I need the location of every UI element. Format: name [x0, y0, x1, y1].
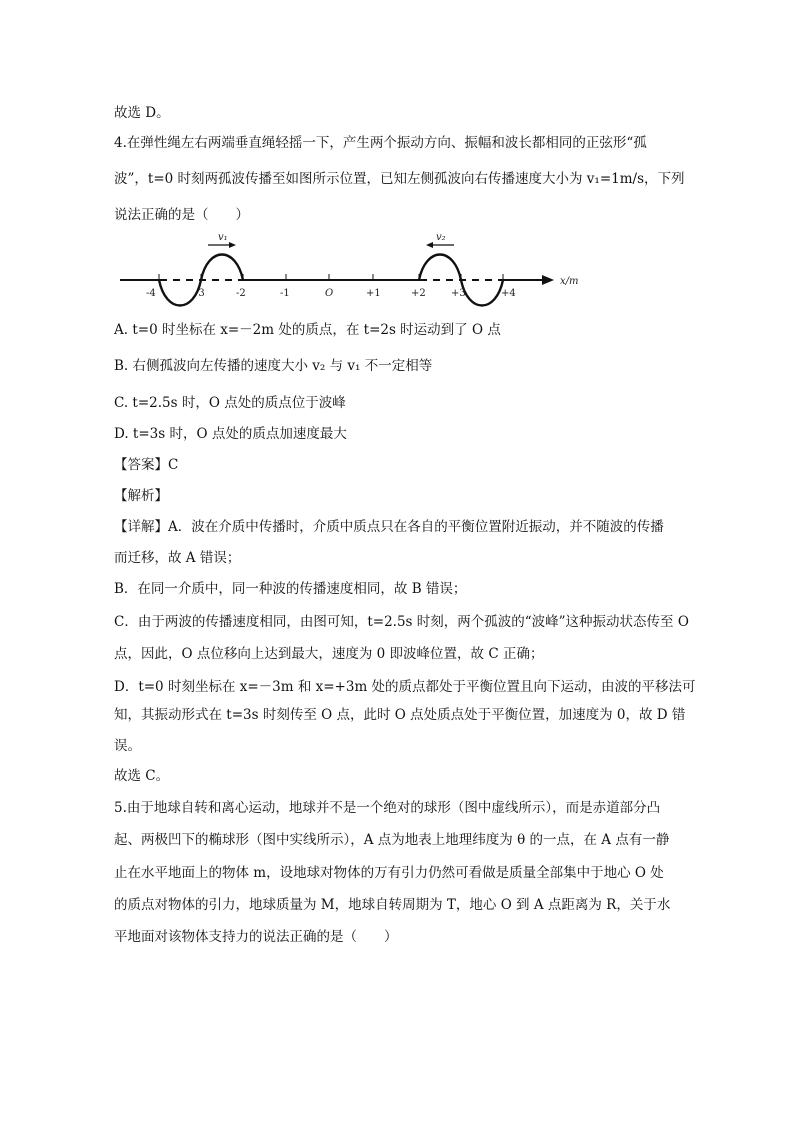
tick-label: -4	[146, 288, 156, 299]
question-4-line-3: 说法正确的是（ ）	[114, 207, 249, 223]
question-4-line-1: 4.在弹性绳左右两端垂直绳轻摇一下，产生两个振动方向、振幅和波长都相同的正弦形“孤	[114, 135, 647, 151]
explanation-line: 误。	[114, 738, 141, 754]
tick-label: +1	[366, 288, 381, 299]
v2-arrowhead-icon	[426, 242, 433, 248]
answer-line: 【答案】C	[114, 457, 179, 473]
v1-label: v₁	[218, 232, 228, 243]
question-5-line-4: 的质点对物体的引力，地球质量为 M，地球自转周期为 T，地心 O 到 A 点距离为 R，关于水	[114, 897, 671, 913]
tick-label: +4	[501, 288, 516, 299]
option-d: D. t=3s 时，O 点处的质点加速度最大	[114, 426, 347, 442]
question-5-line-2: 起、两极凹下的椭球形（图中实线所示），A 点为地表上地理纬度为 θ 的一点，在 A 点有一静	[114, 832, 670, 848]
text-line: 故选 D。	[114, 105, 170, 121]
explanation-line: B．在同一介质中，同一种波的传播速度相同，故 B 错误；	[114, 581, 467, 597]
tick-label: +3	[451, 288, 466, 299]
explanation-line: D．t=0 时刻坐标在 x=－3m 和 x=+3m 处的质点都处于平衡位置且向下运动，由波的平移法可	[114, 679, 696, 695]
v2-label: v₂	[436, 232, 446, 243]
explanation-line: C．由于两波的传播速度相同，由图可知，t=2.5s 时刻，两个孤波的“波峰”这种振动状态传至 O	[114, 614, 689, 630]
explanation-line: 而迁移，故 A 错误；	[114, 550, 241, 566]
option-a: A. t=0 时坐标在 x=－2m 处的质点，在 t=2s 时运动到了 O 点	[114, 322, 501, 338]
question-5-line-3: 止在水平地面上的物体 m，设地球对物体的万有引力仍然可看做是质量全部集中于地心 O 处	[114, 865, 664, 881]
explanation-line: 【详解】A．波在介质中传播时，介质中质点只在各自的平衡位置附近振动，并不随波的传播	[114, 519, 664, 535]
v1-arrowhead-icon	[229, 242, 236, 248]
explanation-line: 知，其振动形式在 t=3s 时刻传至 O 点，此时 O 点处质点处于平衡位置，加速度为 0，故 D 错	[114, 707, 686, 723]
option-c: C. t=2.5s 时，O 点处的质点位于波峰	[114, 395, 346, 411]
tick-label: -3	[195, 288, 205, 299]
axis-label: x/m	[560, 276, 579, 287]
tick-label: O	[325, 288, 334, 299]
option-b: B. 右侧孤波向左传播的速度大小 v₂ 与 v₁ 不一定相等	[114, 358, 433, 374]
tick-label: -2	[236, 288, 246, 299]
tick-label: -1	[280, 288, 290, 299]
explanation-line: 点，因此，O 点位移向上达到最大，速度为 0 即波峰位置，故 C 正确；	[114, 646, 544, 662]
wave-figure	[112, 228, 592, 310]
question-4-line-2: 波”，t=0 时刻两孤波传播至如图所示位置，已知左侧孤波向右传播速度大小为 v₁=1m/s，下列	[114, 171, 685, 187]
conclusion-line: 故选 C。	[114, 768, 170, 784]
question-5-line-1: 5.由于地球自转和离心运动，地球并不是一个绝对的球形（图中虚线所示），而是赤道部分凸	[114, 800, 661, 816]
tick-label: +2	[411, 288, 426, 299]
analysis-heading: 【解析】	[114, 488, 168, 504]
axis-arrow-icon	[542, 275, 554, 285]
question-5-line-5: 平地面对该物体支持力的说法正确的是（ ）	[114, 929, 398, 945]
